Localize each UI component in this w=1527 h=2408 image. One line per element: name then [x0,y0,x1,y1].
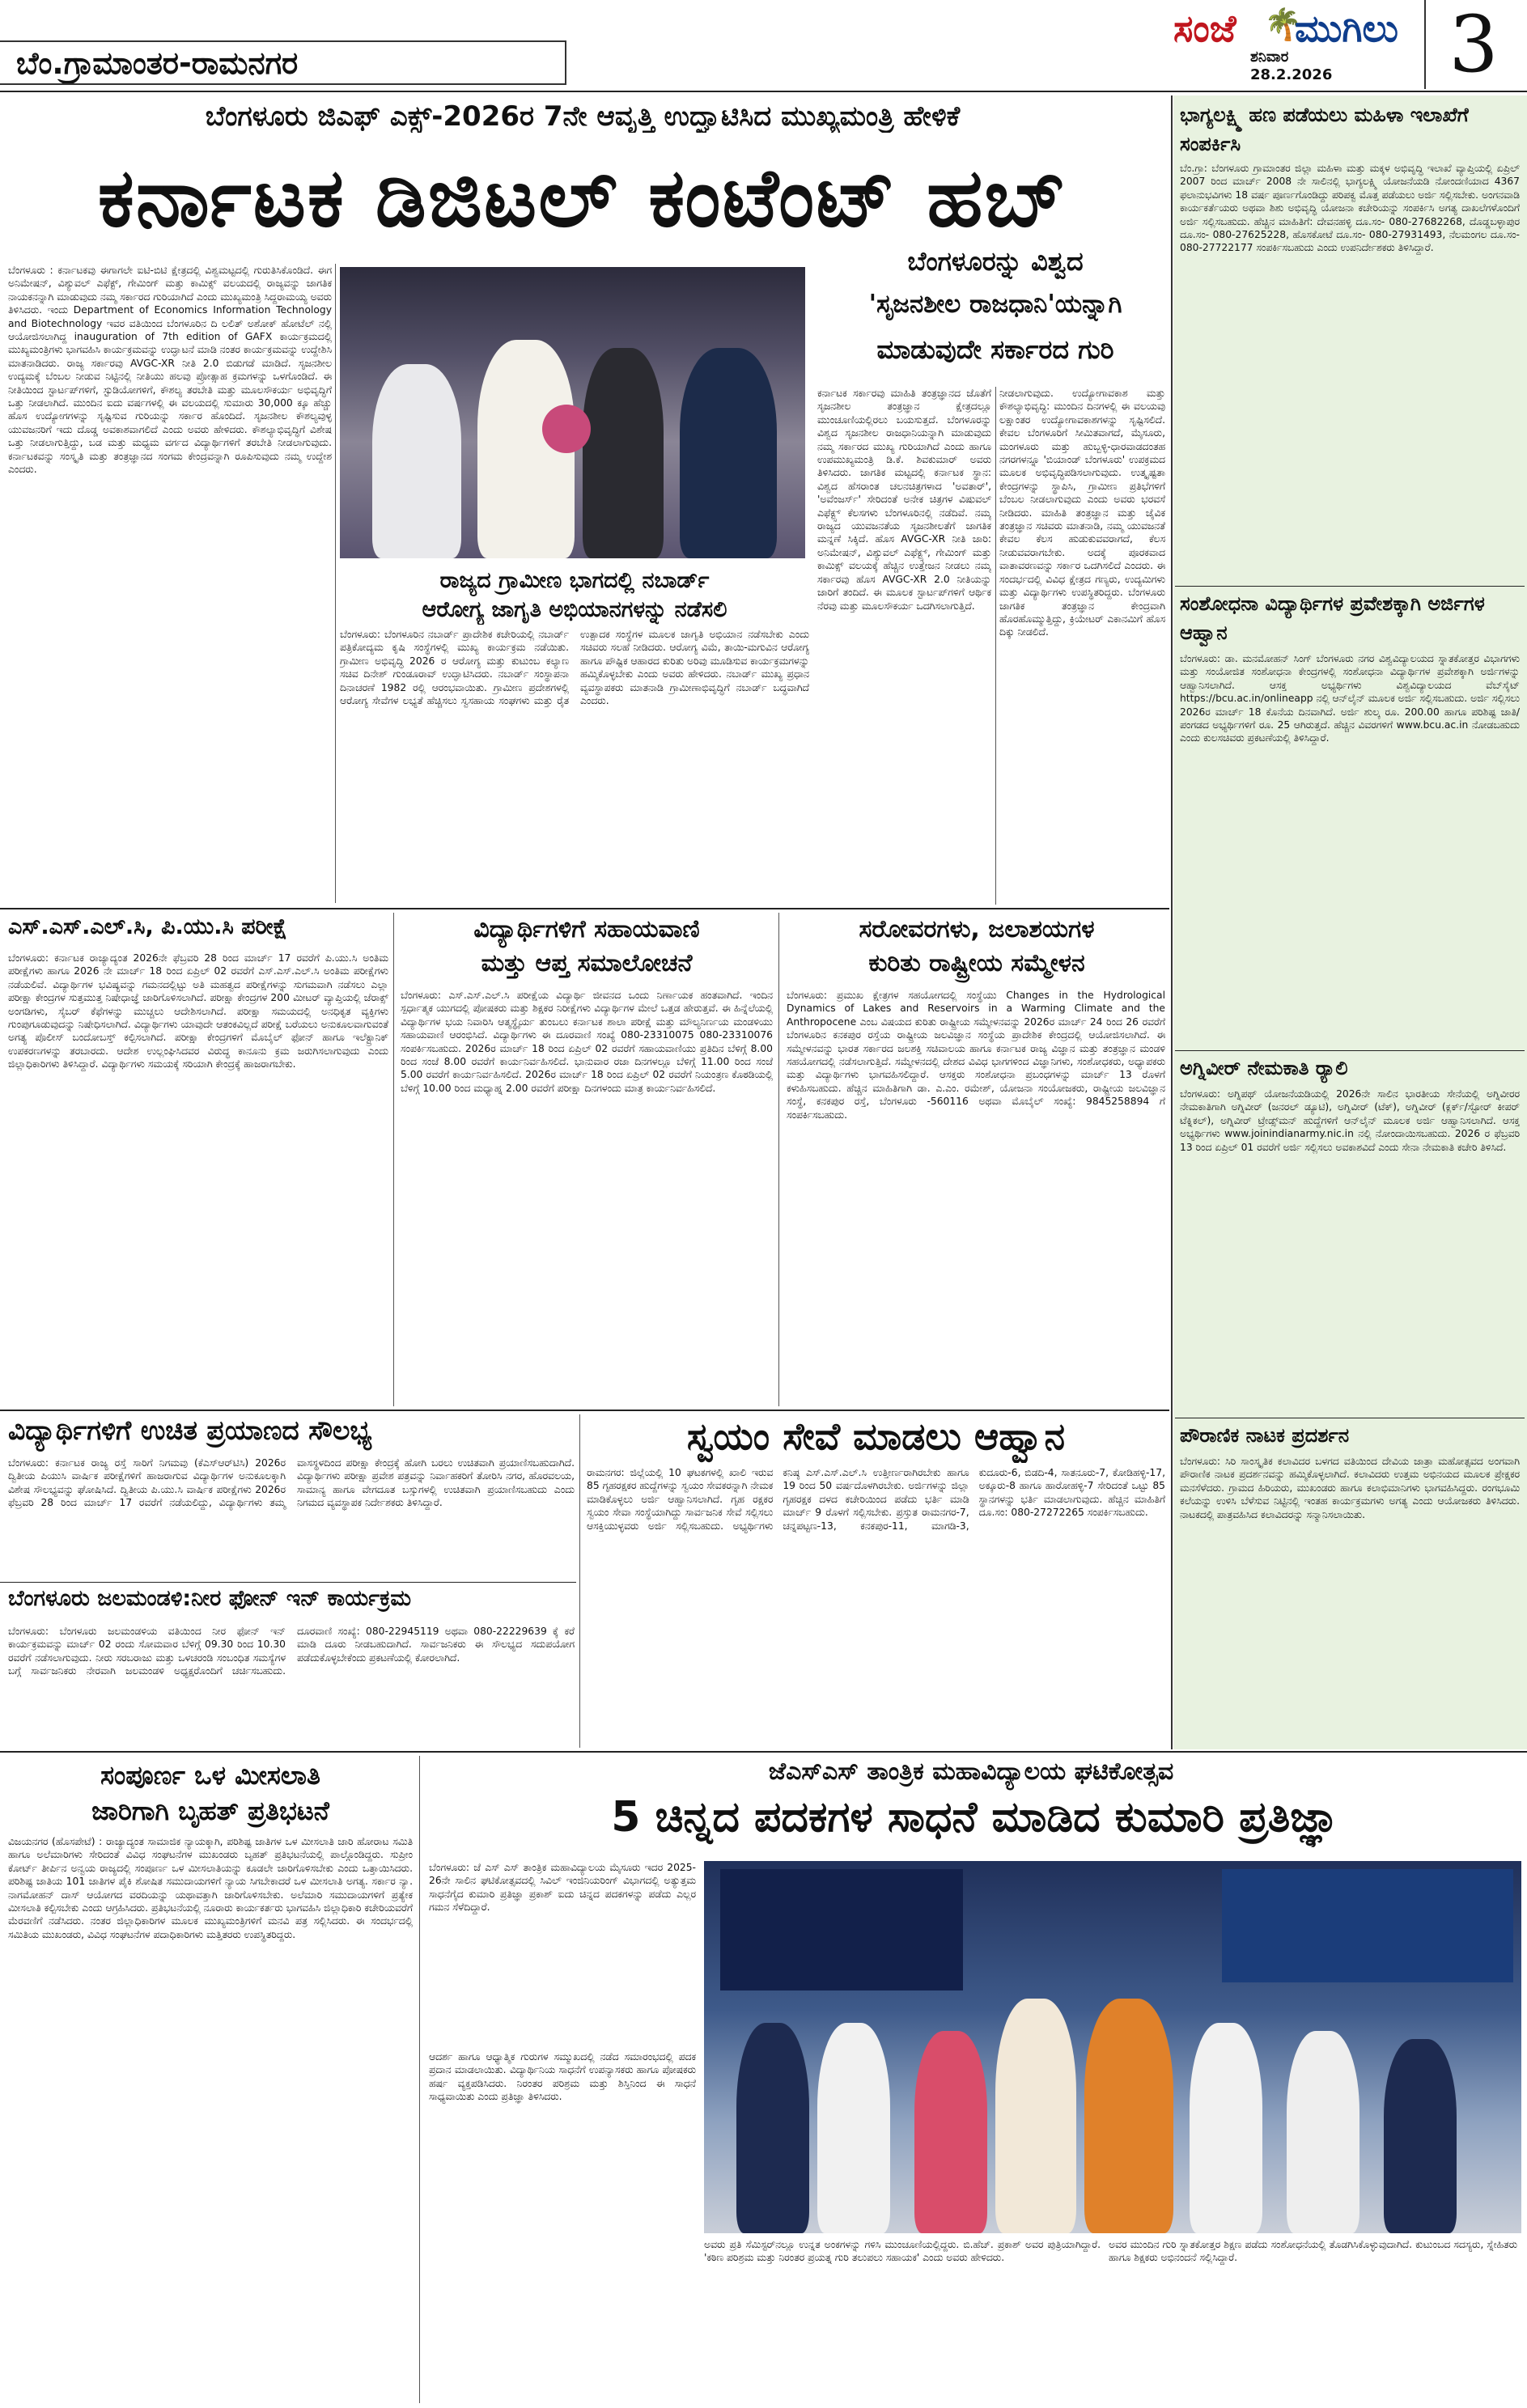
section-banner [0,40,566,85]
lead-col2: ಕರ್ನಾಟಕ ಸರ್ಕಾರವು ಮಾಹಿತಿ ತಂತ್ರಜ್ಞಾನದ ಜೊತೆಗೆ ಸೃಜನಶೀಲ ತಂತ್ರಜ್ಞಾನ ಕ್ಷೇತ್ರದಲ್ಲೂ ಮುಂಚೂಣಿಯಲ್ಲಿರಲು ಬಯಸುತ್ತದೆ. ಬೆಂಗಳೂರನ್ನು ವಿಶ್ವದ ಸೃಜನಶೀಲ ರಾಜಧಾನಿಯನ್ನಾಗಿ ಮಾಡುವುದು ನಮ್ಮ ಸರ್ಕಾರದ ಮುಖ್ಯ ಗುರಿಯಾಗಿದೆ ಎಂದು ಹಾಗೂ ಉಪಮುಖ್ಯಮಂತ್ರಿ ಡಿ.ಕೆ. ಶಿವಕುಮಾರ್ ಅವರು ತಿಳಿಸಿದರು. ಜಾಗತಿಕ ಮಟ್ಟದಲ್ಲಿ ಕರ್ನಾಟಕ ಸ್ಥಾನ: ವಿಶ್ವದ ಹೆಸರಾಂತ ಚಲನಚಿತ್ರಗಳಾದ 'ಅವತಾರ್', 'ಅವೆಂಜರ್ಸ್' ಸೇರಿದಂತೆ ಅನೇಕ ಚಿತ್ರಗಳ ವಿಷುವಲ್ ಎಫೆಕ್ಟ್ಸ್ ಕೆಲಸಗಳು ಬೆಂಗಳೂರಿನಲ್ಲಿ ನಡೆದಿವೆ. ನಮ್ಮ ರಾಜ್ಯದ ಯುವಜನತೆಯ ಸೃಜನಶೀಲತೆಗೆ ಜಾಗತಿಕ ಮನ್ನಣೆ ಸಿಕ್ಕಿದೆ. ಹೊಸ AVGC-XR ನೀತಿ ಜಾರಿ: ಅನಿಮೇಷನ್, ವಿಶ್ಯುವಲ್ ಎಫೆಕ್ಟ್ಸ್, ಗೇಮಿಂಗ್ ಮತ್ತು ಕಾಮಿಕ್ಸ್ ವಲಯಕ್ಕೆ ಹೆಚ್ಚಿನ ಉತ್ತೇಜನ ನೀಡಲು ನಮ್ಮ ಸರ್ಕಾರವು ಹೊಸ AVGC-XR 2.0 ನೀತಿಯನ್ನು ಜಾರಿಗೆ ತಂದಿದೆ. ಈ ಮೂಲಕ ಸ್ಟಾರ್ಟಪ್‌ಗಳಿಗೆ ಆರ್ಥಿಕ ನೆರವು ಮತ್ತು ಮೂಲಸೌಕರ್ಯ ಒದಗಿಸಲಾಗುತ್ತಿದೆ. [817,388,991,612]
sidebar-s4-headline: ಪೌರಾಣಿಕ ನಾಟಕ ಪ್ರದರ್ಶನ [1180,1424,1350,1447]
logo-part-sanje: ಸಂಜೆ [1173,6,1236,50]
lead-subhead-line2: 'ಸೃಜನಶೀಲ ರಾಜಧಾನಿ'ಯನ್ನಾಗಿ [868,290,1122,319]
protest-headline [8,1757,413,1832]
lead-subhead [817,241,1173,383]
sslc-headline: ಎಸ್.ಎಸ್.ಎಲ್.ಸಿ, ಪಿ.ಯು.ಸಿ ಪರೀಕ್ಷೆ [8,914,287,939]
medals-headline: 5 ಚಿನ್ನದ ಪದಕಗಳ ಸಾಧನೆ ಮಾಡಿದ ಕುಮಾರಿ ಪ್ರತಿಜ್ಞಾ [611,1793,1339,1842]
lead-kicker: ಬೆಂಗಳೂರು ಜಿಎಫ್ ಎಕ್ಸ್-2026ರ 7ನೇ ಆವೃತ್ತಿ ಉದ್ಘಾಟಿಸಿದ ಮುಖ್ಯಮಂತ್ರಿ ಹೇಳಿಕೆ [205,100,961,133]
lakes-headline-line1: ಸರೋವರಗಳು, ಜಲಾಶಯಗಳ [859,915,1095,943]
protest-headline-line1: ಸಂಪೂರ್ಣ ಒಳ ಮೀಸಲಾತಿ [100,1760,320,1791]
water-headline: ಬೆಂಗಳೂರು ಜಲಮಂಡಳಿ:ನೀರ ಫೋನ್ ಇನ್ ಕಾರ್ಯಕ್ರಮ [8,1586,412,1611]
section-banner-text: ಬೆಂ.ಗ್ರಾಮಾಂತರ-ರಾಮನಗರ [16,45,299,81]
lead-subhead-line1: ಬೆಂಗಳೂರನ್ನು ವಿಶ್ವದ [907,246,1084,277]
sidebar-s4-body: ಬೆಂಗಳೂರು: ಸಿರಿ ಸಾಂಸ್ಕೃತಿಕ ಕಲಾವಿದರ ಬಳಗದ ವತಿಯಿಂದ ದೇವಿಯ ಜಾತ್ರಾ ಮಹೋತ್ಸವದ ಅಂಗವಾಗಿ ಪೌರಾಣಿಕ ನಾಟಕ ಪ್ರದರ್ಶನವನ್ನು ಹಮ್ಮಿಕೊಳ್ಳಲಾಗಿದೆ. ಕಲಾವಿದರು ಉತ್ತಮ ಅಭಿನಯದ ಮೂಲಕ ಪ್ರೇಕ್ಷಕರ ಮನಸೆಳೆದರು. ಗ್ರಾಮದ ಹಿರಿಯರು, ಮುಖಂಡರು ಹಾಗೂ ಕಲಾಭಿಮಾನಿಗಳು ಭಾಗವಹಿಸಿದ್ದರು. ರಂಗಭೂಮಿ ಕಲೆಯನ್ನು ಉಳಿಸಿ ಬೆಳೆಸುವ ನಿಟ್ಟಿನಲ್ಲಿ ಇಂತಹ ಕಾರ್ಯಕ್ರಮಗಳು ಅಗತ್ಯ ಎಂದು ಆಯೋಜಕರು ತಿಳಿಸಿದರು. ನಾಟಕದಲ್ಲಿ ಪಾತ್ರವಹಿಸಿದ ಕಲಾವಿದರನ್ನು ಸನ್ಮಾನಿಸಲಾಯಿತು. [1180,1456,1520,1520]
lead-photo [340,267,805,558]
sidebar-s1-body: ಬೆಂ.ಗ್ರಾ: ಬೆಂಗಳೂರು ಗ್ರಾಮಾಂತರ ಜಿಲ್ಲಾ ಮಹಿಳಾ ಮತ್ತು ಮಕ್ಕಳ ಅಭಿವೃದ್ಧಿ ಇಲಾಖೆ ವ್ಯಾಪ್ತಿಯಲ್ಲಿ ಏಪ್ರಿಲ್ 2007 ರಿಂದ ಮಾರ್ಚ್ 2008 ನೇ ಸಾಲಿನಲ್ಲಿ ಭಾಗ್ಯಲಕ್ಷ್ಮಿ ಯೋಜನೆಯಡಿ ನೋಂದಣಿಯಾದ 4367 ಫಲಾನುಭವಿಗಳು 18 ವರ್ಷ ಪೂರ್ಣಗೊಂಡಿದ್ದು ಪರಿಪಕ್ವ ಮೊತ್ತ ಪಡೆಯಲು ಅರ್ಜಿ ಸಲ್ಲಿಸಬೇಕು. ಅಂಗನವಾಡಿ ಕಾರ್ಯಕರ್ತೆಯರು ಅಥವಾ ಶಿಶು ಅಭಿವೃದ್ಧಿ ಯೋಜನಾ ಕಚೇರಿಯನ್ನು ಸಂಪರ್ಕಿಸಿ ಅಗತ್ಯ ದಾಖಲೆಗಳೊಂದಿಗೆ ಅರ್ಜಿ ಸಲ್ಲಿಸಬಹುದು. ಹೆಚ್ಚಿನ ಮಾಹಿತಿಗೆ: ದೇವನಹಳ್ಳಿ ದೂ.ಸಂ- 080-27682268, ದೊಡ್ಡಬಳ್ಳಾಪುರ ದೂ.ಸಂ- 080-27625228, ಹೊಸಕೋಟೆ ದೂ.ಸಂ- 080-27931493, ನೆಲಮಂಗಲ ದೂ.ಸಂ- 080-27722177 ಸಂಪರ್ಕಿಸಬಹುದು ಎಂದು ಉಪನಿರ್ದೇಶಕರು ತಿಳಿಸಿದ್ದಾರೆ. [1180,163,1520,254]
lead-subhead-line3: ಮಾಡುವುದೇ ಸರ್ಕಾರದ ಗುರಿ [876,334,1114,365]
water-body: ಬೆಂಗಳೂರು: ಬೆಂಗಳೂರು ಜಲಮಂಡಳಿಯ ವತಿಯಿಂದ ನೀರ ಫೋನ್ ಇನ್ ಕಾರ್ಯಕ್ರಮವನ್ನು ಮಾರ್ಚ್ 02 ರಂದು ಸೋಮವಾರ ಬೆಳಿಗ್ಗೆ 09.30 ರಿಂದ 10.30 ರವರೆಗೆ ನಡೆಸಲಾಗುವುದು. ನೀರು ಸರಬರಾಜು ಮತ್ತು ಒಳಚರಂಡಿ ಸಂಬಂಧಿತ ಸಮಸ್ಯೆಗಳ ಬಗ್ಗೆ ಸಾರ್ವಜನಿಕರು ನೇರವಾಗಿ ಜಲಮಂಡಳಿ ಅಧ್ಯಕ್ಷರೊಂದಿಗೆ ಚರ್ಚಿಸಬಹುದು. ದೂರವಾಣಿ ಸಂಖ್ಯೆ: 080-22945119 ಅಥವಾ 080-22229639 ಕ್ಕೆ ಕರೆ ಮಾಡಿ ದೂರು ನೀಡಬಹುದಾಗಿದೆ. ಸಾರ್ವಜನಿಕರು ಈ ಸೌಲಭ್ಯದ ಸದುಪಯೋಗ ಪಡೆದುಕೊಳ್ಳಬೇಕೆಂದು ಪ್ರಕಟಣೆಯಲ್ಲಿ ಕೋರಲಾಗಿದೆ. [8,1626,575,1677]
sidebar-s1-headline: ಭಾಗ್ಯಲಕ್ಷ್ಮಿ ಹಣ ಪಡೆಯಲು ಮಹಿಳಾ ಇಲಾಖೆಗೆ ಸಂಪರ್ಕಿಸಿ [1180,104,1469,155]
helpline-body: ಬೆಂಗಳೂರು: ಎಸ್.ಎಸ್.ಎಲ್.ಸಿ ಪರೀಕ್ಷೆಯ ವಿದ್ಯಾರ್ಥಿ ಜೀವನದ ಒಂದು ನಿರ್ಣಾಯಕ ಹಂತವಾಗಿದೆ. ಇಂದಿನ ಸ್ಪರ್ಧಾತ್ಮಕ ಯುಗದಲ್ಲಿ ಪೋಷಕರು ಮತ್ತು ಶಿಕ್ಷಕರ ನಿರೀಕ್ಷೆಗಳು ವಿದ್ಯಾರ್ಥಿಗಳ ಮೇಲೆ ಒತ್ತಡ ಹೇರುತ್ತವೆ. ಈ ಹಿನ್ನೆಲೆಯಲ್ಲಿ ವಿದ್ಯಾರ್ಥಿಗಳ ಭಯ ನಿವಾರಿಸಿ ಆತ್ಮಸ್ಥೈರ್ಯ ತುಂಬಲು ಕರ್ನಾಟಕ ಶಾಲಾ ಪರೀಕ್ಷೆ ಮತ್ತು ಮೌಲ್ಯನಿರ್ಣಯ ಮಂಡಳಿಯು ಸಹಾಯವಾಣಿ ಆರಂಭಿಸಿದೆ. ವಿದ್ಯಾರ್ಥಿಗಳು ಈ ದೂರವಾಣಿ ಸಂಖ್ಯೆ 080-23310075 080-23310076 ಸಂಪರ್ಕಿಸಬಹುದು. 2026ರ ಮಾರ್ಚ್ 18 ರಿಂದ ಏಪ್ರಿಲ್ 02 ರವರೆಗೆ ಸಹಾಯವಾಣಿಯು ಪ್ರತಿದಿನ ಬೆಳಿಗ್ಗೆ 8.00 ರಿಂದ ಸಂಜೆ 8.00 ರವರೆಗೆ ಕಾರ್ಯನಿರ್ವಹಿಸಲಿದೆ. ಭಾನುವಾರ ರಜಾ ದಿನಗಳಲ್ಲೂ ಬೆಳಿಗ್ಗೆ 11.00 ರಿಂದ ಸಂಜೆ 5.00 ರವರೆಗೆ ಕಾರ್ಯನಿರ್ವಹಿಸಲಿದೆ. 2026ರ ಮಾರ್ಚ್ 18 ರಿಂದ ಏಪ್ರಿಲ್ 02 ರವರೆಗೆ ನಿಯಂತ್ರಣ ಕೊಠಡಿಯಲ್ಲಿ ಬೆಳಿಗ್ಗೆ 10.00 ರಿಂದ ಮಧ್ಯಾಹ್ನ 2.00 ರವರೆಗೆ ಪರೀಕ್ಷಾ ದಿನಗಳಂದು ಮಾತ್ರ ಕಾರ್ಯನಿರ್ವಹಿಸಲಿದೆ. [401,990,773,1094]
masthead-date: 28.2.2026 [1250,66,1333,83]
page-number: 3 [1424,0,1521,89]
medals-body-2: ಆದರ್ಶ ಹಾಗೂ ಆಧ್ಯಾತ್ಮಿಕ ಗುರುಗಳ ಸಮ್ಮುಖದಲ್ಲಿ ನಡೆದ ಸಮಾರಂಭದಲ್ಲಿ ಪದಕ ಪ್ರದಾನ ಮಾಡಲಾಯಿತು. ವಿದ್ಯಾರ್ಥಿನಿಯ ಸಾಧನೆಗೆ ಉಪನ್ಯಾಸಕರು ಹಾಗೂ ಪೋಷಕರು ಹರ್ಷ ವ್ಯಕ್ತಪಡಿಸಿದರು. ನಿರಂತರ ಪರಿಶ್ರಮ ಮತ್ತು ಶಿಸ್ತಿನಿಂದ ಈ ಸಾಧನೆ ಸಾಧ್ಯವಾಯಿತು ಎಂದು ಪ್ರತಿಜ್ಞಾ ತಿಳಿಸಿದರು. [429,2051,696,2103]
palm-tree-icon: 🌴 [1264,6,1303,42]
lakes-body: ಬೆಂಗಳೂರು: ಪ್ರಮುಖ ಕ್ಷೇತ್ರಗಳ ಸಹಯೋಗದಲ್ಲಿ ಸಂಸ್ಥೆಯು Changes in the Hydrological Dynamics of Lakes and Reservoirs in a Warming Climate and the Anthropocene ಎಂಬ ವಿಷಯದ ಕುರಿತು ರಾಷ್ಟ್ರೀಯ ಸಮ್ಮೇಳನವನ್ನು 2026ರ ಮಾರ್ಚ್ 24 ರಿಂದ 26 ರವರೆಗೆ ಬೆಂಗಳೂರಿನ ಕನಕಪುರ ರಸ್ತೆಯ ರಾಷ್ಟ್ರೀಯ ಜಲವಿಜ್ಞಾನ ಸಂಸ್ಥೆಯ ಪ್ರಾದೇಶಿಕ ಕೇಂದ್ರದಲ್ಲಿ ಆಯೋಜಿಸಲಾಗಿದೆ. ಈ ಸಮ್ಮೇಳನವನ್ನು ಭಾರತ ಸರ್ಕಾರದ ಜಲಶಕ್ತಿ ಸಚಿವಾಲಯ ಹಾಗೂ ಕರ್ನಾಟಕ ರಾಜ್ಯ ವಿಜ್ಞಾನ ಮತ್ತು ತಂತ್ರಜ್ಞಾನ ಮಂಡಳಿ ಸಹಯೋಗದಲ್ಲಿ ನಡೆಸಲಾಗುತ್ತಿದೆ. ಸಮ್ಮೇಳನದಲ್ಲಿ ದೇಶದ ವಿವಿಧ ಭಾಗಗಳಿಂದ ವಿಜ್ಞಾನಿಗಳು, ಸಂಶೋಧಕರು, ಅಧ್ಯಾಪಕರು ಮತ್ತು ವಿದ್ಯಾರ್ಥಿಗಳು ಭಾಗವಹಿಸಲಿದ್ದಾರೆ. ಆಸಕ್ತರು ಸಂಶೋಧನಾ ಪ್ರಬಂಧಗಳನ್ನು ಮಾರ್ಚ್ 13 ರೊಳಗೆ ಕಳುಹಿಸಬಹುದು. ಹೆಚ್ಚಿನ ಮಾಹಿತಿಗಾಗಿ ಡಾ. ಎ.ಎಂ. ರಮೇಶ್, ಯೋಜನಾ ಸಂಯೋಜಕರು, ರಾಷ್ಟ್ರೀಯ ಜಲವಿಜ್ಞಾನ ಸಂಸ್ಥೆ, ಕನಕಪುರ ರಸ್ತೆ, ಬೆಂಗಳೂರು -560116 ಅಥವಾ ಮೊಬೈಲ್ ಸಂಖ್ಯೆ: 9845258894 ಗೆ ಸಂಪರ್ಕಿಸಬಹುದು. [787,990,1165,1121]
medals-body-1: ಬೆಂಗಳೂರು: ಜೆ ಎಸ್ ಎಸ್ ತಾಂತ್ರಿಕ ಮಹಾವಿದ್ಯಾಲಯ ಮೈಸೂರು ಇದರ 2025-26ನೇ ಸಾಲಿನ ಘಟಿಕೋತ್ಸವದಲ್ಲಿ ಸಿವಿಲ್ ಇಂಜಿನಿಯರಿಂಗ್ ವಿಭಾಗದಲ್ಲಿ ಅತ್ಯುತ್ತಮ ಸಾಧನೆಗೈದ ಕುಮಾರಿ ಪ್ರತಿಜ್ಞಾ ಪ್ರಕಾಶ್ ಐದು ಚಿನ್ನದ ಪದಕಗಳನ್ನು ಪಡೆದು ಎಲ್ಲರ ಗಮನ ಸೆಳೆದಿದ್ದಾರೆ. [429,1862,696,1914]
nabard-headline [340,566,809,625]
medals-body-4: ಅವರ ಮುಂದಿನ ಗುರಿ ಸ್ನಾತಕೋತ್ತರ ಶಿಕ್ಷಣ ಪಡೆದು ಸಂಶೋಧನೆಯಲ್ಲಿ ತೊಡಗಿಸಿಕೊಳ್ಳುವುದಾಗಿದೆ. ಕುಟುಂಬದ ಸದಸ್ಯರು, ಸ್ನೇಹಿತರು ಹಾಗೂ ಶಿಕ್ಷಕರು ಅಭಿನಂದನೆ ಸಲ್ಲಿಸಿದ್ದಾರೆ. [1109,2239,1517,2264]
masthead-rule [0,91,1527,92]
lakes-headline-line2: ಕುರಿತು ರಾಷ್ಟ್ರೀಯ ಸಮ್ಮೇಳನ [868,949,1085,977]
masthead-day: ಶನಿವಾರ [1250,49,1289,66]
sidebar-s2-headline: ಸಂಶೋಧನಾ ವಿದ್ಯಾರ್ಥಿಗಳ ಪ್ರವೇಶಕ್ಕಾಗಿ ಅರ್ಜಿಗಳ ಆಹ್ವಾನ [1180,592,1485,644]
sslc-body: ಬೆಂಗಳೂರು: ಕರ್ನಾಟಕ ರಾಜ್ಯಾದ್ಯಂತ 2026ನೇ ಫೆಬ್ರವರಿ 28 ರಿಂದ ಮಾರ್ಚ್ 17 ರವರೆಗೆ ಪಿ.ಯು.ಸಿ ಅಂತಿಮ ಪರೀಕ್ಷೆಗಳು ಹಾಗೂ 2026 ನೇ ಮಾರ್ಚ್ 18 ರಿಂದ ಏಪ್ರಿಲ್ 02 ರವರೆಗೆ ಎಸ್.ಎಸ್.ಎಲ್.ಸಿ ಅಂತಿಮ ಪರೀಕ್ಷೆಗಳು ನಡೆಯಲಿವೆ. ವಿದ್ಯಾರ್ಥಿಗಳ ಭವಿಷ್ಯವನ್ನು ಗಮನದಲ್ಲಿಟ್ಟು ಅತಿ ಮಹತ್ವದ ಪರೀಕ್ಷೆಗಳನ್ನು ಸುಗಮವಾಗಿ ನಡೆಸಲು ಎಲ್ಲಾ ಪರೀಕ್ಷಾ ಕೇಂದ್ರಗಳ ಸುತ್ತಮುತ್ತ ನಿಷೇಧಾಜ್ಞೆ ಜಾರಿಗೊಳಿಸಲಾಗಿದೆ. ಪರೀಕ್ಷಾ ಕೇಂದ್ರಗಳ 200 ಮೀಟರ್ ವ್ಯಾಪ್ತಿಯಲ್ಲಿ ಜೆರಾಕ್ಸ್ ಅಂಗಡಿಗಳು, ಸೈಬರ್ ಕೆಫೆಗಳನ್ನು ಮುಚ್ಚಲು ಆದೇಶಿಸಲಾಗಿದೆ. ಪರೀಕ್ಷಾ ಸಮಯದಲ್ಲಿ ಅನಧಿಕೃತ ವ್ಯಕ್ತಿಗಳು ಗುಂಪುಗೂಡುವುದನ್ನು ನಿಷೇಧಿಸಲಾಗಿದೆ. ವಿದ್ಯಾರ್ಥಿಗಳು ಯಾವುದೇ ಆತಂಕವಿಲ್ಲದೆ ಪರೀಕ್ಷೆ ಬರೆಯಲು ಅನುಕೂಲವಾಗುವಂತೆ ಅಗತ್ಯ ಪೊಲೀಸ್ ಬಂದೋಬಸ್ತ್ ಕಲ್ಪಿಸಲಾಗಿದೆ. ಪರೀಕ್ಷಾ ಕೇಂದ್ರಗಳಿಗೆ ಮೊಬೈಲ್ ಫೋನ್ ಹಾಗೂ ಇಲೆಕ್ಟ್ರಾನಿಕ್ ಉಪಕರಣಗಳನ್ನು ತರಬಾರದು. ಆದೇಶ ಉಲ್ಲಂಘಿಸಿದವರ ವಿರುದ್ಧ ಕಾನೂನು ಕ್ರಮ ಜರುಗಿಸಲಾಗುವುದು ಎಂದು ಜಿಲ್ಲಾಧಿಕಾರಿಗಳು ತಿಳಿಸಿದ್ದಾರೆ. ವಿದ್ಯಾರ್ಥಿಗಳು ಸಮಯಕ್ಕೆ ಸರಿಯಾಗಿ ಕೇಂದ್ರಕ್ಕೆ ಹಾಜರಾಗಬೇಕು. [8,952,388,1070]
sidebar-s3-body: ಬೆಂಗಳೂರು: ಅಗ್ನಿಪಥ್ ಯೋಜನೆಯಡಿಯಲ್ಲಿ 2026ನೇ ಸಾಲಿನ ಭಾರತೀಯ ಸೇನೆಯಲ್ಲಿ ಅಗ್ನಿವೀರರ ನೇಮಕಾತಿಗಾಗಿ ಅಗ್ನಿವೀರ್ (ಜನರಲ್ ಡ್ಯೂಟಿ), ಅಗ್ನಿವೀರ್ (ಟೆಕ್), ಅಗ್ನಿವೀರ್ (ಕ್ಲರ್ಕ್/ಸ್ಟೋರ್ ಕೀಪರ್ ಟೆಕ್ನಿಕಲ್), ಅಗ್ನಿವೀರ್ ಟ್ರೇಡ್ಸ್‌ಮನ್ ಹುದ್ದೆಗಳಿಗೆ ಆನ್‌ಲೈನ್ ಮೂಲಕ ಅರ್ಜಿ ಆಹ್ವಾನಿಸಲಾಗಿದೆ. ಆಸಕ್ತ ಅಭ್ಯರ್ಥಿಗಳು www.joinindianarmy.nic.in ನಲ್ಲಿ ನೋಂದಾಯಿಸಬಹುದು. 2026 ರ ಫೆಬ್ರವರಿ 13 ರಿಂದ ಏಪ್ರಿಲ್ 01 ರವರೆಗೆ ಅರ್ಜಿ ಸಲ್ಲಿಸಲು ಅವಕಾಶವಿದೆ ಎಂದು ಸೇನಾ ನೇಮಕಾತಿ ಕಚೇರಿ ತಿಳಿಸಿದೆ. [1180,1088,1520,1153]
helpline-headline [401,913,773,986]
nabard-headline-line1: ರಾಜ್ಯದ ಗ್ರಾಮೀಣ ಭಾಗದಲ್ಲಿ ನಬಾರ್ಡ್ [439,568,710,593]
volunteer-headline: ಸ್ವಯಂ ಸೇವೆ ಮಾಡಲು ಆಹ್ವಾನ [686,1414,1066,1458]
helpline-headline-line2: ಮತ್ತು ಆಪ್ತ ಸಮಾಲೋಚನೆ [481,949,693,977]
nabard-body: ಬೆಂಗಳೂರು: ಬೆಂಗಳೂರಿನ ನಬಾರ್ಡ್ ಪ್ರಾದೇಶಿಕ ಕಚೇರಿಯಲ್ಲಿ ನಬಾರ್ಡ್ ಪತ್ರಿಕೋದ್ಯಮ ಕೃಷಿ ಸಂಸ್ಥೆಗಳಲ್ಲಿ ಮುಖ್ಯ ಕಾರ್ಯಕ್ರಮ ನಡೆಯಿತು. ಗ್ರಾಮೀಣ ಅಭಿವೃದ್ಧಿ 2026 ರ ಆರೋಗ್ಯ ಮತ್ತು ಕುಟುಂಬ ಕಲ್ಯಾಣ ಸಚಿವ ದಿನೇಶ್ ಗುಂಡೂರಾವ್ ಉದ್ಘಾಟಿಸಿದರು. ನಬಾರ್ಡ್ ಸಂಸ್ಥಾಪನಾ ದಿನಾಚರಣೆ 1982 ರಲ್ಲಿ ಆರಂಭವಾಯಿತು. ಗ್ರಾಮೀಣ ಪ್ರದೇಶಗಳಲ್ಲಿ ಆರೋಗ್ಯ ಸೇವೆಗಳ ಲಭ್ಯತೆ ಹೆಚ್ಚಿಸಲು ಸ್ವಸಹಾಯ ಸಂಘಗಳು ಮತ್ತು ರೈತ ಉತ್ಪಾದಕ ಸಂಸ್ಥೆಗಳ ಮೂಲಕ ಜಾಗೃತಿ ಅಭಿಯಾನ ನಡೆಸಬೇಕು ಎಂದು ಸಚಿವರು ಸಲಹೆ ನೀಡಿದರು. ಆರೋಗ್ಯ ವಿಮೆ, ತಾಯಿ-ಮಗುವಿನ ಆರೋಗ್ಯ ಹಾಗೂ ಪೌಷ್ಟಿಕ ಆಹಾರದ ಕುರಿತು ಅರಿವು ಮೂಡಿಸುವ ಕಾರ್ಯಕ್ರಮಗಳನ್ನು ಹಮ್ಮಿಕೊಳ್ಳಬೇಕು ಎಂದು ಅವರು ಹೇಳಿದರು. ನಬಾರ್ಡ್ ಮುಖ್ಯ ಪ್ರಧಾನ ವ್ಯವಸ್ಥಾಪಕರು ಮಾತನಾಡಿ ಗ್ರಾಮೀಣಾಭಿವೃದ್ಧಿಗೆ ನಬಾರ್ಡ್ ಬದ್ಧವಾಗಿದೆ ಎಂದರು. [340,629,809,707]
bus-headline: ವಿದ್ಯಾರ್ಥಿಗಳಿಗೆ ಉಚಿತ ಪ್ರಯಾಣದ ಸೌಲಭ್ಯ [8,1414,372,1446]
medals-photo [704,1861,1521,2233]
protest-headline-line2: ಜಾರಿಗಾಗಿ ಬೃಹತ್ ಪ್ರತಿಭಟನೆ [91,1795,329,1826]
helpline-headline-line1: ವಿದ್ಯಾರ್ಥಿಗಳಿಗೆ ಸಹಾಯವಾಣಿ [473,915,700,943]
lead-col3: ನೀಡಲಾಗುವುದು. ಉದ್ಯೋಗಾವಕಾಶ ಮತ್ತು ಕೌಶಲ್ಯಾಭಿವೃದ್ಧಿ: ಮುಂದಿನ ದಿನಗಳಲ್ಲಿ ಈ ವಲಯವು ಲಕ್ಷಾಂತರ ಉದ್ಯೋಗಾವಕಾಶಗಳನ್ನು ಸೃಷ್ಟಿಸಲಿದೆ. ಕೇವಲ ಬೆಂಗಳೂರಿಗೆ ಸೀಮಿತವಾಗದೆ, ಮೈಸೂರು, ಮಂಗಳೂರು ಮತ್ತು ಹುಬ್ಬಳ್ಳಿ-ಧಾರವಾಡದಂತಹ ನಗರಗಳನ್ನೂ 'ಬಿಯಾಂಡ್ ಬೆಂಗಳೂರು' ಉಪಕ್ರಮದ ಮೂಲಕ ಅಭಿವೃದ್ಧಿಪಡಿಸಲಾಗುವುದು. ಉತ್ಕೃಷ್ಟತಾ ಕೇಂದ್ರಗಳನ್ನು ಸ್ಥಾಪಿಸಿ, ಗ್ರಾಮೀಣ ಪ್ರತಿಭೆಗಳಿಗೆ ಬೆಂಬಲ ನೀಡಲಾಗುವುದು ಎಂದು ಅವರು ಭರವಸೆ ನೀಡಿದರು. ಮಾಹಿತಿ ತಂತ್ರಜ್ಞಾನ ಮತ್ತು ಜೈವಿಕ ತಂತ್ರಜ್ಞಾನ ಸಚಿವರು ಮಾತನಾಡಿ, ನಮ್ಮ ಯುವಜನತೆ ಕೇವಲ ಕೆಲಸ ಹುಡುಕುವವರಾಗದೆ, ಕೆಲಸ ನೀಡುವವರಾಗಬೇಕು. ಅದಕ್ಕೆ ಪೂರಕವಾದ ವಾತಾವರಣವನ್ನು ಸರ್ಕಾರ ಒದಗಿಸಲಿದೆ ಎಂದರು. ಈ ಸಂದರ್ಭದಲ್ಲಿ ವಿವಿಧ ಕ್ಷೇತ್ರದ ಗಣ್ಯರು, ಉದ್ಯಮಿಗಳು ಮತ್ತು ವಿದ್ಯಾರ್ಥಿಗಳು ಉಪಸ್ಥಿತರಿದ್ದರು. ಬೆಂಗಳೂರು ಜಾಗತಿಕ ತಂತ್ರಜ್ಞಾನ ಕೇಂದ್ರವಾಗಿ ಹೊರಹೊಮ್ಮುತ್ತಿದ್ದು, ಕ್ರಿಯೇಟರ್ ಎಕಾನಮಿಗೆ ಹೊಸ ದಿಕ್ಕು ನೀಡಲಿದೆ. [999,388,1165,638]
bus-body: ಬೆಂಗಳೂರು: ಕರ್ನಾಟಕ ರಾಜ್ಯ ರಸ್ತೆ ಸಾರಿಗೆ ನಿಗಮವು (ಕೆಎಸ್ಆರ್‌ಟಿಸಿ) 2026ರ ದ್ವಿತೀಯ ಪಿಯುಸಿ ವಾರ್ಷಿಕ ಪರೀಕ್ಷೆಗಳಿಗೆ ಹಾಜರಾಗುವ ವಿದ್ಯಾರ್ಥಿಗಳ ಅನುಕೂಲಕ್ಕಾಗಿ ವಿಶೇಷ ಸೌಲಭ್ಯವನ್ನು ಘೋಷಿಸಿದೆ. ದ್ವಿತೀಯ ಪಿ.ಯು.ಸಿ ವಾರ್ಷಿಕ ಪರೀಕ್ಷೆಗಳು 2026ರ ಫೆಬ್ರವರಿ 28 ರಿಂದ ಮಾರ್ಚ್ 17 ರವರೆಗೆ ನಡೆಯಲಿದ್ದು, ವಿದ್ಯಾರ್ಥಿಗಳು ತಮ್ಮ ವಾಸಸ್ಥಳದಿಂದ ಪರೀಕ್ಷಾ ಕೇಂದ್ರಕ್ಕೆ ಹೋಗಿ ಬರಲು ಉಚಿತವಾಗಿ ಪ್ರಯಾಣಿಸಬಹುದಾಗಿದೆ. ವಿದ್ಯಾರ್ಥಿಗಳು ಪರೀಕ್ಷಾ ಪ್ರವೇಶ ಪತ್ರವನ್ನು ನಿರ್ವಾಹಕರಿಗೆ ತೋರಿಸಿ ನಗರ, ಹೊರವಲಯ, ಸಾಮಾನ್ಯ ಹಾಗೂ ವೇಗದೂತ ಬಸ್ಸುಗಳಲ್ಲಿ ಉಚಿತವಾಗಿ ಪ್ರಯಾಣಿಸಬಹುದು ಎಂದು ನಿಗಮದ ವ್ಯವಸ್ಥಾಪಕ ನಿರ್ದೇಶಕರು ತಿಳಿಸಿದ್ದಾರೆ. [8,1457,575,1509]
protest-body: ವಿಜಯನಗರ (ಹೊಸಪೇಟೆ) : ರಾಜ್ಯಾದ್ಯಂತ ಸಾಮಾಜಿಕ ನ್ಯಾಯಕ್ಕಾಗಿ, ಪರಿಶಿಷ್ಟ ಜಾತಿಗಳ ಒಳ ಮೀಸಲಾತಿ ಜಾರಿ ಹೋರಾಟ ಸಮಿತಿ ಹಾಗೂ ಅಲೆಮಾರಿಗಳು ಸೇರಿದಂತೆ ವಿವಿಧ ಸಂಘಟನೆಗಳ ಮುಖಂಡರು ಬೃಹತ್ ಪ್ರತಿಭಟನೆಯಲ್ಲಿ ಪಾಲ್ಗೊಂಡಿದ್ದರು. ಸುಪ್ರೀಂ ಕೋರ್ಟ್ ತೀರ್ಪಿನ ಅನ್ವಯ ರಾಜ್ಯದಲ್ಲಿ ಸಂಪೂರ್ಣ ಒಳ ಮೀಸಲಾತಿಯನ್ನು ಕೂಡಲೇ ಜಾರಿಗೊಳಿಸಬೇಕು ಎಂದು ಒತ್ತಾಯಿಸಿದರು. ಪರಿಶಿಷ್ಟ ಜಾತಿಯ 101 ಜಾತಿಗಳ ಪೈಕಿ ಶೋಷಿತ ಸಮುದಾಯಗಳಿಗೆ ನ್ಯಾಯ ಸಿಗಬೇಕಾದರೆ ಒಳ ಮೀಸಲಾತಿ ಅಗತ್ಯ. ಸರ್ಕಾರ ನ್ಯಾ. ನಾಗಮೋಹನ್ ದಾಸ್ ಆಯೋಗದ ವರದಿಯನ್ನು ಯಥಾವತ್ತಾಗಿ ಜಾರಿಗೊಳಿಸಬೇಕು. ಅಲೆಮಾರಿ ಸಮುದಾಯಗಳಿಗೆ ಪ್ರತ್ಯೇಕ ಮೀಸಲಾತಿ ಕಲ್ಪಿಸಬೇಕು ಎಂದು ಆಗ್ರಹಿಸಿದರು. ಪ್ರತಿಭಟನೆಯಲ್ಲಿ ನೂರಾರು ಕಾರ್ಯಕರ್ತರು ಭಾಗವಹಿಸಿ ಜಿಲ್ಲಾಧಿಕಾರಿ ಕಚೇರಿಯವರೆಗೆ ಮೆರವಣಿಗೆ ನಡೆಸಿದರು. ನಂತರ ಜಿಲ್ಲಾಧಿಕಾರಿಗಳ ಮೂಲಕ ಮುಖ್ಯಮಂತ್ರಿಗಳಿಗೆ ಮನವಿ ಪತ್ರ ಸಲ್ಲಿಸಿದರು. ಈ ಸಂದರ್ಭದಲ್ಲಿ ಸಮಿತಿಯ ಮುಖಂಡರು, ವಿವಿಧ ಸಂಘಟನೆಗಳ ಪದಾಧಿಕಾರಿಗಳು ಮತ್ತಿತರರು ಉಪಸ್ಥಿತರಿದ್ದರು. [8,1836,413,1940]
medals-kicker: ಜೆಎಸ್ಎಸ್ ತಾಂತ್ರಿಕ ಮಹಾವಿದ್ಯಾಲಯ ಘಟಿಕೋತ್ಸವ [768,1757,1174,1786]
nabard-headline-line2: ಆರೋಗ್ಯ ಜಾಗೃತಿ ಅಭಿಯಾನಗಳನ್ನು ನಡೆಸಲಿ [422,597,727,622]
sidebar-s2-body: ಬೆಂಗಳೂರು: ಡಾ. ಮನಮೋಹನ್ ಸಿಂಗ್ ಬೆಂಗಳೂರು ನಗರ ವಿಶ್ವವಿದ್ಯಾಲಯದ ಸ್ನಾತಕೋತ್ತರ ವಿಭಾಗಗಳು ಮತ್ತು ಸಂಯೋಜಿತ ಸಂಶೋಧನಾ ಕೇಂದ್ರಗಳಲ್ಲಿ ಸಂಶೋಧನಾ ವಿದ್ಯಾರ್ಥಿಗಳ ಪ್ರವೇಶಕ್ಕಾಗಿ ಅರ್ಜಿಗಳನ್ನು ಆಹ್ವಾನಿಸಲಾಗಿದೆ. ಆಸಕ್ತ ಅಭ್ಯರ್ಥಿಗಳು ವಿಶ್ವವಿದ್ಯಾಲಯದ ವೆಬ್‌ಸೈಟ್ https://bcu.ac.in/onlineapp ನಲ್ಲಿ ಆನ್‌ಲೈನ್ ಮೂಲಕ ಅರ್ಜಿ ಸಲ್ಲಿಸಬಹುದು. ಅರ್ಜಿ ಸಲ್ಲಿಸಲು 2026ರ ಮಾರ್ಚ್ 18 ಕೊನೆಯ ದಿನವಾಗಿದೆ. ಅರ್ಜಿ ಶುಲ್ಕ ರೂ. 200.00 ಹಾಗೂ ಪರಿಶಿಷ್ಟ ಜಾತಿ/ಪಂಗಡದ ಅಭ್ಯರ್ಥಿಗಳಿಗೆ ರೂ. 25 ಆಗಿರುತ್ತದೆ. ಹೆಚ್ಚಿನ ವಿವರಗಳಿಗೆ www.bcu.ac.in ನೋಡಬಹುದು ಎಂದು ಕುಲಸಚಿವರು ಪ್ರಕಟಣೆಯಲ್ಲಿ ತಿಳಿಸಿದ್ದಾರೆ. [1180,653,1520,744]
lakes-headline [787,913,1167,986]
medals-body-3: ಅವರು ಪ್ರತಿ ಸೆಮಿಸ್ಟರ್‌ನಲ್ಲೂ ಉನ್ನತ ಅಂಕಗಳನ್ನು ಗಳಿಸಿ ಮುಂಚೂಣಿಯಲ್ಲಿದ್ದರು. ಬಿ.ಹೆಚ್. ಪ್ರಕಾಶ್ ಅವರ ಪುತ್ರಿಯಾಗಿದ್ದಾರೆ. 'ಕಠಿಣ ಪರಿಶ್ರಮ ಮತ್ತು ನಿರಂತರ ಪ್ರಯತ್ನ ಗುರಿ ತಲುಪಲು ಸಹಾಯಕ' ಎಂದು ಅವರು ಹೇಳಿದರು. [704,2239,1101,2264]
sidebar-s3-headline: ಅಗ್ನಿವೀರ್ ನೇಮಕಾತಿ ರ‍್ಯಾಲಿ [1180,1057,1348,1079]
lead-col1: ಬೆಂಗಳೂರು : ಕರ್ನಾಟಕವು ಈಗಾಗಲೇ ಐಟಿ-ಬಿಟಿ ಕ್ಷೇತ್ರದಲ್ಲಿ ವಿಶ್ವಮಟ್ಟದಲ್ಲಿ ಗುರುತಿಸಿಕೊಂಡಿದೆ. ಈಗ ಅನಿಮೇಷನ್, ವಿಶ್ಯುವಲ್ ಎಫೆಕ್ಟ್, ಗೇಮಿಂಗ್ ಮತ್ತು ಕಾಮಿಕ್ಸ್ ವಲಯದಲ್ಲಿ ರಾಜ್ಯವನ್ನು ಜಾಗತಿಕ ನಾಯಕನನ್ನಾಗಿ ಮಾಡುವುದು ನಮ್ಮ ಸರ್ಕಾರದ ಗುರಿಯಾಗಿದೆ ಎಂದು ಮುಖ್ಯಮಂತ್ರಿ ಸಿದ್ದರಾಮಯ್ಯ ಅವರು ತಿಳಿಸಿದರು. ಇಂದು Department of Economics Information Technology and Biotechnology ಇವರ ವತಿಯಿಂದ ಬೆಂಗಳೂರಿನ ದಿ ಲಲಿತ್ ಅಶೋಕ್ ಹೋಟೆಲ್ ನಲ್ಲಿ ಆಯೋಜಿಸಲಾಗಿದ್ದ inauguration of 7th edition of GAFX ಕಾರ್ಯಕ್ರಮದಲ್ಲಿ ಮುಖ್ಯಮಂತ್ರಿಗಳು ಭಾಗವಹಿಸಿ ಕಾರ್ಯಕ್ರಮವನ್ನು ಉದ್ಘಾಟನೆ ಮಾಡಿ ನಂತರ ಕಾರ್ಯಕ್ರಮವನ್ನು ಉದ್ದೇಶಿಸಿ ಮಾತನಾಡಿದರು. ರಾಜ್ಯ ಸರ್ಕಾರವು AVGC-XR ನೀತಿ 2.0 ಬಿಡುಗಡೆ ಮಾಡಿದೆ. ಸೃಜನಶೀಲ ಉದ್ಯಮಕ್ಕೆ ಬೆಂಬಲ ನೀಡುವ ನಿಟ್ಟಿನಲ್ಲಿ ನೀತಿಯು ಹಲವು ಪ್ರೋತ್ಸಾಹ ಕ್ರಮಗಳನ್ನು ಒಳಗೊಂಡಿದೆ. ಈ ನೀತಿಯಿಂದ ಸ್ಟಾರ್ಟಪ್‌ಗಳಿಗೆ, ಸ್ಟುಡಿಯೋಗಳಿಗೆ, ಕೌಶಲ್ಯ ತರಬೇತಿ ಮತ್ತು ಮೂಲಸೌಕರ್ಯ ಅಭಿವೃದ್ಧಿಗೆ ಒತ್ತು ನೀಡಲಾಗಿದೆ. ಮುಂದಿನ ಐದು ವರ್ಷಗಳಲ್ಲಿ ಈ ವಲಯದಲ್ಲಿ ಸುಮಾರು 30,000 ಕ್ಕೂ ಹೆಚ್ಚು ಹೊಸ ಉದ್ಯೋಗಗಳನ್ನು ಸೃಷ್ಟಿಸುವ ಗುರಿಯನ್ನು ಸರ್ಕಾರ ಹೊಂದಿದೆ. ಸೃಜನಶೀಲ ಕೌಶಲ್ಯವುಳ್ಳ ಯುವಜನರಿಗೆ ಇದು ದೊಡ್ಡ ಅವಕಾಶವಾಗಲಿದೆ ಎಂದು ಅವರು ಹೇಳಿದರು. ಕೌಶಲ್ಯಾಭಿವೃದ್ಧಿಗೆ ವಿಶೇಷ ಒತ್ತು ನೀಡಲಾಗುತ್ತಿದ್ದು, ಬಡ ಮತ್ತು ಮಧ್ಯಮ ವರ್ಗದ ವಿದ್ಯಾರ್ಥಿಗಳಿಗೆ ತರಬೇತಿ ನೀಡಲಾಗುವುದು. ಕರ್ನಾಟಕವನ್ನು ಸಂಸ್ಕೃತಿ ಮತ್ತು ತಂತ್ರಜ್ಞಾನದ ಸಂಗಮ ಕೇಂದ್ರವನ್ನಾಗಿ ರೂಪಿಸುವುದು ನಮ್ಮ ಉದ್ದೇಶ ಎಂದರು. [8,265,332,476]
lead-headline: ಕರ್ನಾಟಕ ಡಿಜಿಟಲ್ ಕಂಟೆಂಟ್ ಹಬ್ [97,150,1068,245]
volunteer-body: ರಾಮನಗರ: ಜಿಲ್ಲೆಯಲ್ಲಿ 10 ಘಟಕಗಳಲ್ಲಿ ಖಾಲಿ ಇರುವ 85 ಗೃಹರಕ್ಷಕರ ಹುದ್ದೆಗಳನ್ನು ಸ್ವಯಂ ಸೇವಕರನ್ನಾಗಿ ನೇಮಕ ಮಾಡಿಕೊಳ್ಳಲು ಅರ್ಜಿ ಆಹ್ವಾನಿಸಲಾಗಿದೆ. ಗೃಹ ರಕ್ಷಕರ ಸ್ವಯಂ ಸೇವಾ ಸಂಸ್ಥೆಯಾಗಿದ್ದು ಸಾರ್ವಜನಿಕ ಸೇವೆ ಸಲ್ಲಿಸಲು ಆಸಕ್ತಿಯುಳ್ಳವರು ಅರ್ಜಿ ಸಲ್ಲಿಸಬಹುದು. ಅಭ್ಯರ್ಥಿಗಳು ಕನಿಷ್ಠ ಎಸ್.ಎಸ್.ಎಲ್.ಸಿ ಉತ್ತೀರ್ಣರಾಗಿರಬೇಕು ಹಾಗೂ 19 ರಿಂದ 50 ವರ್ಷದೊಳಗಿರಬೇಕು. ಅರ್ಜಿಗಳನ್ನು ಜಿಲ್ಲಾ ಗೃಹರಕ್ಷಕ ದಳದ ಕಚೇರಿಯಿಂದ ಪಡೆದು ಭರ್ತಿ ಮಾಡಿ ಮಾರ್ಚ್ 9 ರೊಳಗೆ ಸಲ್ಲಿಸಬೇಕು. ಪ್ರಸ್ತುತ ರಾಮನಗರ-7, ಚನ್ನಪಟ್ಟಣ-13, ಕನಕಪುರ-11, ಮಾಗಡಿ-3, ಕುದೂರು-6, ಬಿಡದಿ-4, ಸಾತನೂರು-7, ಕೋಡಿಹಳ್ಳಿ-17, ಅಕ್ಕೂರು-8 ಹಾಗೂ ಹಾರೋಹಳ್ಳಿ-7 ಸೇರಿದಂತೆ ಒಟ್ಟು 85 ಸ್ಥಾನಗಳನ್ನು ಭರ್ತಿ ಮಾಡಲಾಗುವುದು. ಹೆಚ್ಚಿನ ಮಾಹಿತಿಗೆ ದೂ.ಸಂ: 080-27272265 ಸಂಪರ್ಕಿಸಬಹುದು. [587,1467,1165,1532]
logo-part-mugilu: ಮುಗಿಲು [1295,6,1398,50]
